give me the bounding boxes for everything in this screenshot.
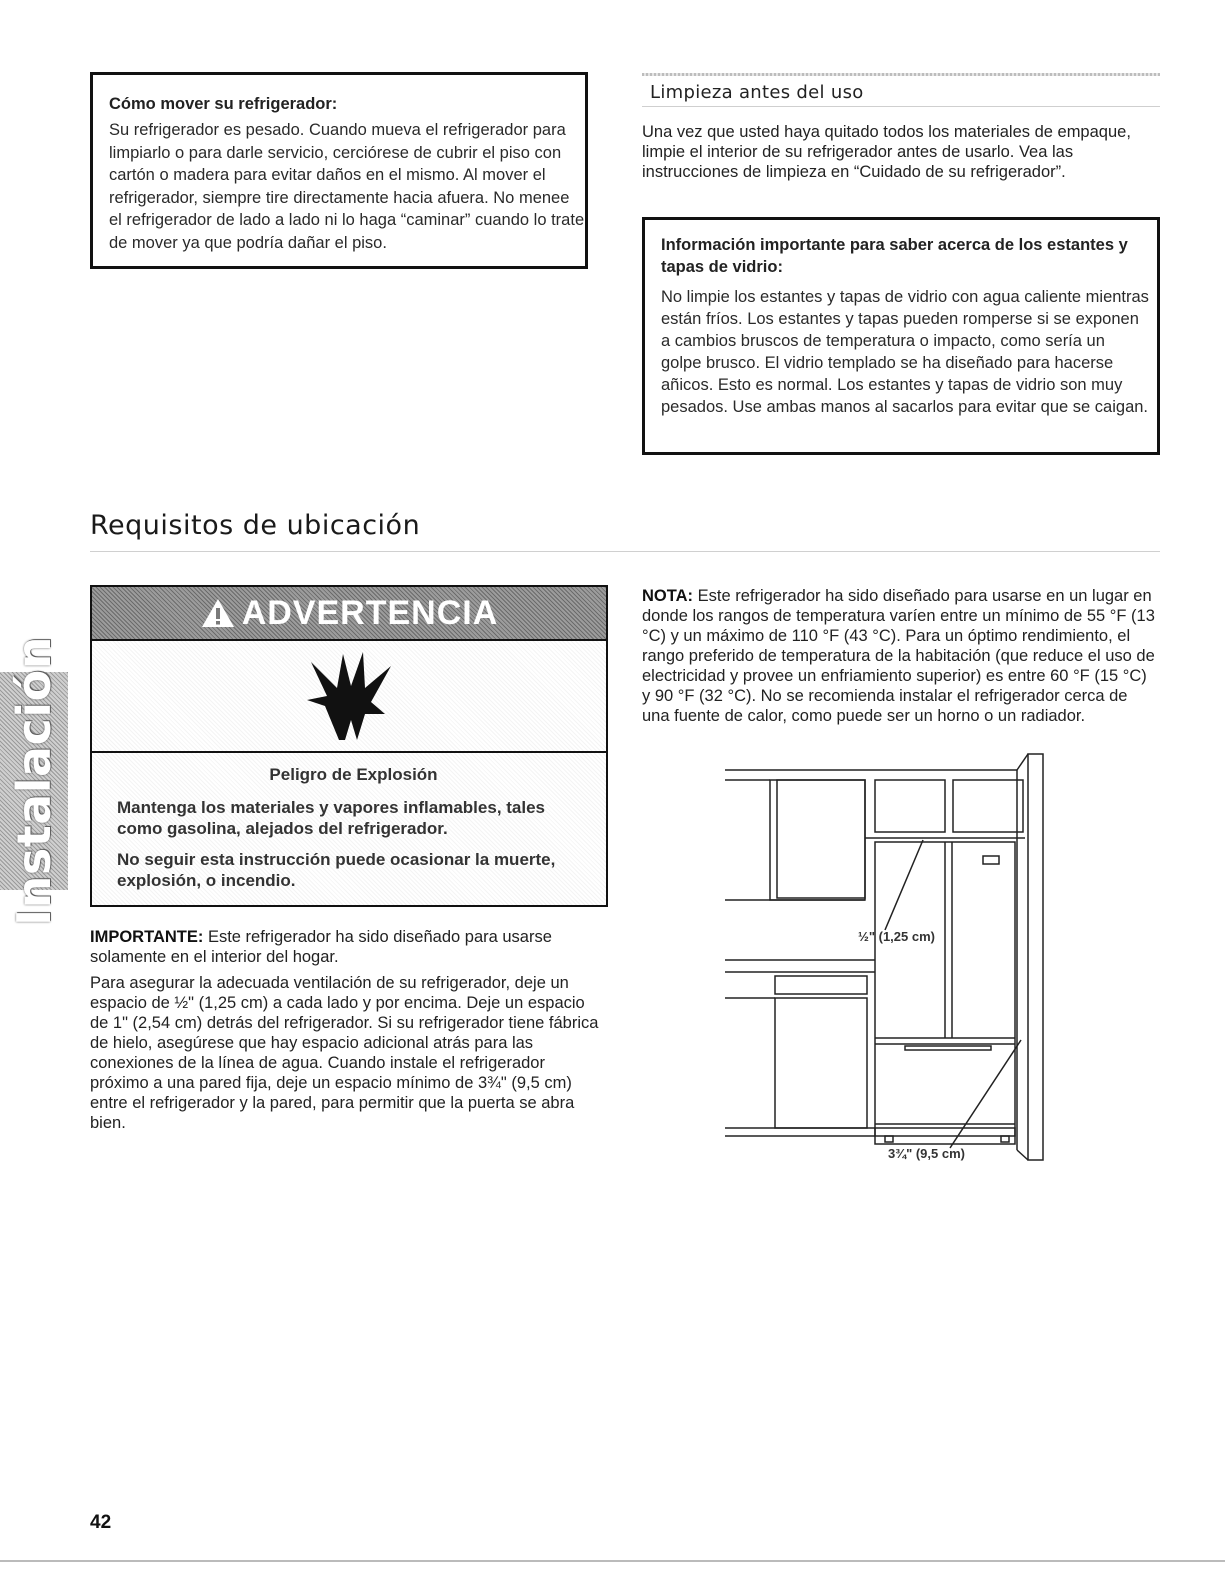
glass-text: No limpie los estantes y tapas de vidrio con agua caliente mientras están fríos. Los estantes y tapas pueden romperse si se exponen a cambios bruscos de temperatura o impacto, como sería un golpe brusco. El vidrio templado se ha diseñado para hacerse añicos. Esto es normal. Los estantes y tapas de vidrio son muy pesados. Use ambas manos al sacarlos para evitar que se caigan.: [661, 288, 1149, 416]
cleaning-text: Una vez que usted haya quitado todos los materiales de empaque, limpie el interior de su refrigerador antes de usarlo. Vea las instrucciones de limpieza en “Cuidado de su refrigerador”.: [642, 123, 1131, 181]
glass-title: Información importante para saber acerca de los estantes y tapas de vidrio:: [661, 236, 1128, 276]
glass-info-box: [642, 217, 1160, 455]
clearance-label-top: ½" (1,25 cm): [858, 929, 935, 944]
important-text-1: Este refrigerador ha sido diseñado para usarse solamente en el interior del hogar.: [90, 928, 552, 966]
cleaning-heading: Limpieza antes del uso: [650, 82, 864, 103]
important-block: [90, 927, 604, 1133]
note-text: Este refrigerador ha sido diseñado para usarse en un lugar en donde los rangos de temperatura varíen entre un mínimo de 55 °F (13 °C) y un máximo de 110 °F (43 °C). Para un óptimo rendimiento, el rango preferido de temperatura de la habitación (que reduce el uso de electricidad y provee un enfriamiento superior) es entre 60 °F (15 °C) y 90 °F (32 °C). No se recomienda instalar el refrigerador cerca de una fuente de calor, como puede ser un horno o un radiador.: [642, 587, 1155, 725]
lower-cabinet: [775, 998, 867, 1128]
side-tab-label: Instalación: [7, 636, 61, 926]
clearance-diagram: [725, 750, 1045, 1170]
moving-text: Su refrigerador es pesado. Cuando mueva el refrigerador para limpiarlo o para darle servicio, cerciórese de cubrir el piso con cartón o madera para evitar daños en el mismo. Al mover el refrigerador, siempre tire directamente hacia afuera. No menee el refrigerador de lado a lado ni lo haga “caminar” cuando lo trate de mover ya que podría dañar el piso.: [109, 121, 585, 252]
important-label: IMPORTANTE:: [90, 928, 204, 946]
moving-notice-box: [90, 72, 588, 269]
cleaning-bottom-rule: [642, 106, 1160, 107]
clearance-label-bottom: 3¾" (9,5 cm): [888, 1146, 965, 1161]
upper-cabinet-mid: [875, 780, 945, 832]
location-heading-rule: [90, 551, 1160, 552]
footer-rule: [0, 1560, 1225, 1562]
warning-line-1: Mantenga los materiales y vapores inflamables, tales como gasolina, alejados del refrigerador.: [117, 798, 546, 838]
lower-drawer: [775, 976, 867, 994]
location-heading: Requisitos de ubicación: [90, 510, 421, 541]
upper-cabinet-left: [770, 780, 865, 900]
warning-box: [90, 585, 608, 907]
warning-header-text: ADVERTENCIA: [241, 593, 499, 632]
note-block: [642, 586, 1156, 726]
warning-header: [92, 587, 606, 639]
explosion-icon: [303, 648, 395, 744]
moving-title: Cómo mover su refrigerador:: [109, 95, 338, 113]
cleaning-top-rule: [642, 73, 1160, 76]
important-text-2: Para asegurar la adecuada ventilación de su refrigerador, deje un espacio de ½" (1,25 cm) a cada lado y por encima. Deje un espacio de 1" (2,54 cm) detrás del refrigerador. Si su refrigerador tiene fábrica de hielo, asegúrese que hay espacio adicional atrás para las conexiones de la línea de agua. Cuando instale el refrigerador próximo a una pared fija, deje un espacio mínimo de 3¾" (9,5 cm) entre el refrigerador y la pared, para permitir que la puerta se abra bien.: [90, 974, 599, 1132]
upper-cabinet-right: [953, 780, 1023, 832]
warning-body: [117, 765, 590, 891]
page-number: 42: [90, 1512, 112, 1533]
warning-triangle-icon: [200, 597, 236, 629]
section-side-tab: [0, 636, 68, 926]
side-wall: [1028, 754, 1043, 1160]
warning-icon-area: [92, 639, 606, 753]
warning-line-2: No seguir esta instrucción puede ocasionar la muerte, explosión, o incendio.: [117, 850, 556, 890]
note-label: NOTA:: [642, 587, 694, 605]
warning-title: Peligro de Explosión: [269, 765, 438, 784]
